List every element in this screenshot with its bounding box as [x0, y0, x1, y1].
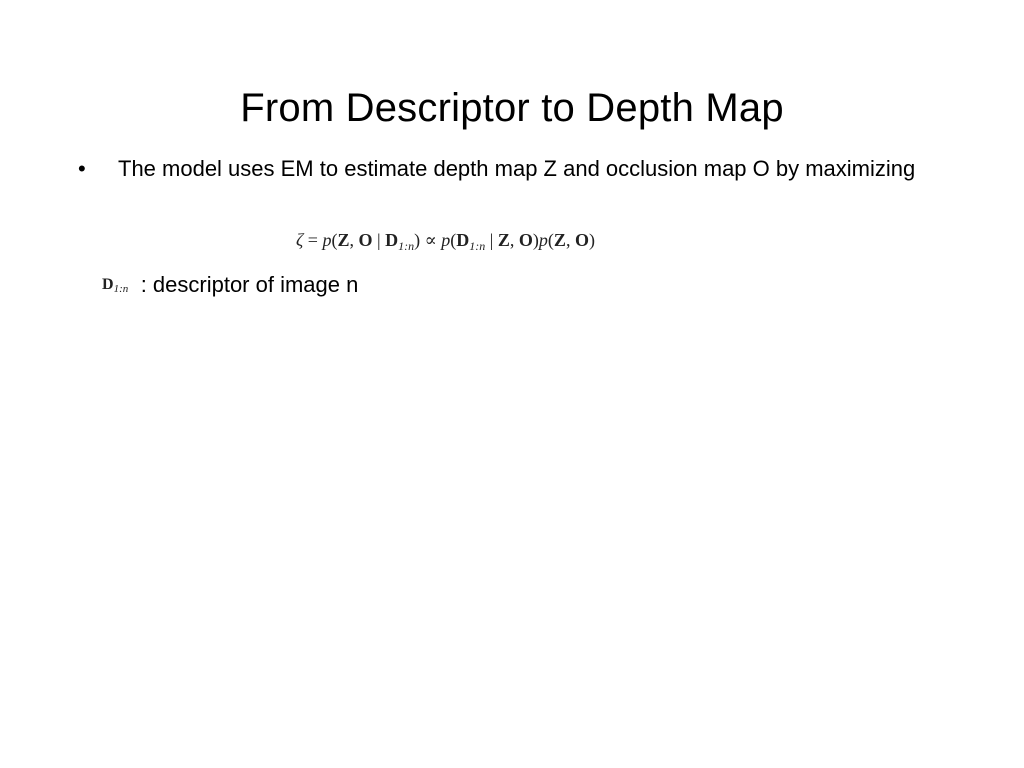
formula-zeta: ζ: [296, 230, 304, 250]
formula-paren: ): [532, 230, 539, 250]
definition-row: [102, 268, 358, 302]
bullet-mark: •: [78, 156, 86, 181]
formula-comma: ,: [509, 230, 519, 250]
formula-o: O: [574, 230, 589, 250]
definition-symbol-main: D: [102, 276, 114, 293]
formula-d: D: [456, 230, 470, 250]
formula-o: O: [358, 230, 373, 250]
definition-text: : descriptor of image n: [140, 272, 359, 297]
formula-proportional: ∝: [420, 230, 442, 250]
formula-paren: ): [414, 230, 421, 250]
formula-paren: (: [450, 230, 457, 250]
formula-bar: |: [485, 230, 498, 250]
formula-paren: (: [547, 230, 554, 250]
formula-d: D: [385, 230, 399, 250]
bullet-text: The model uses EM to estimate depth map Z and occlusion map O by maximizing: [118, 156, 916, 181]
formula-z: Z: [553, 230, 566, 250]
slide-title: From Descriptor to Depth Map: [240, 86, 784, 130]
formula-d-subscript: 1:n: [398, 239, 415, 253]
formula-z: Z: [497, 230, 510, 250]
formula-z: Z: [337, 230, 350, 250]
formula-p: p: [441, 230, 451, 250]
formula-equals: =: [303, 230, 323, 250]
formula-comma: ,: [565, 230, 575, 250]
definition-symbol-subscript: 1:n: [113, 283, 129, 295]
formula-bar: |: [372, 230, 386, 250]
formula-d-subscript: 1:n: [469, 239, 486, 253]
formula-p: p: [322, 230, 332, 250]
equation-formula: [296, 226, 595, 254]
formula-paren: ): [588, 230, 595, 250]
formula-p: p: [538, 230, 548, 250]
formula-paren: (: [331, 230, 338, 250]
formula-comma: ,: [349, 230, 359, 250]
definition-symbol: [102, 276, 128, 294]
formula-o: O: [518, 230, 533, 250]
